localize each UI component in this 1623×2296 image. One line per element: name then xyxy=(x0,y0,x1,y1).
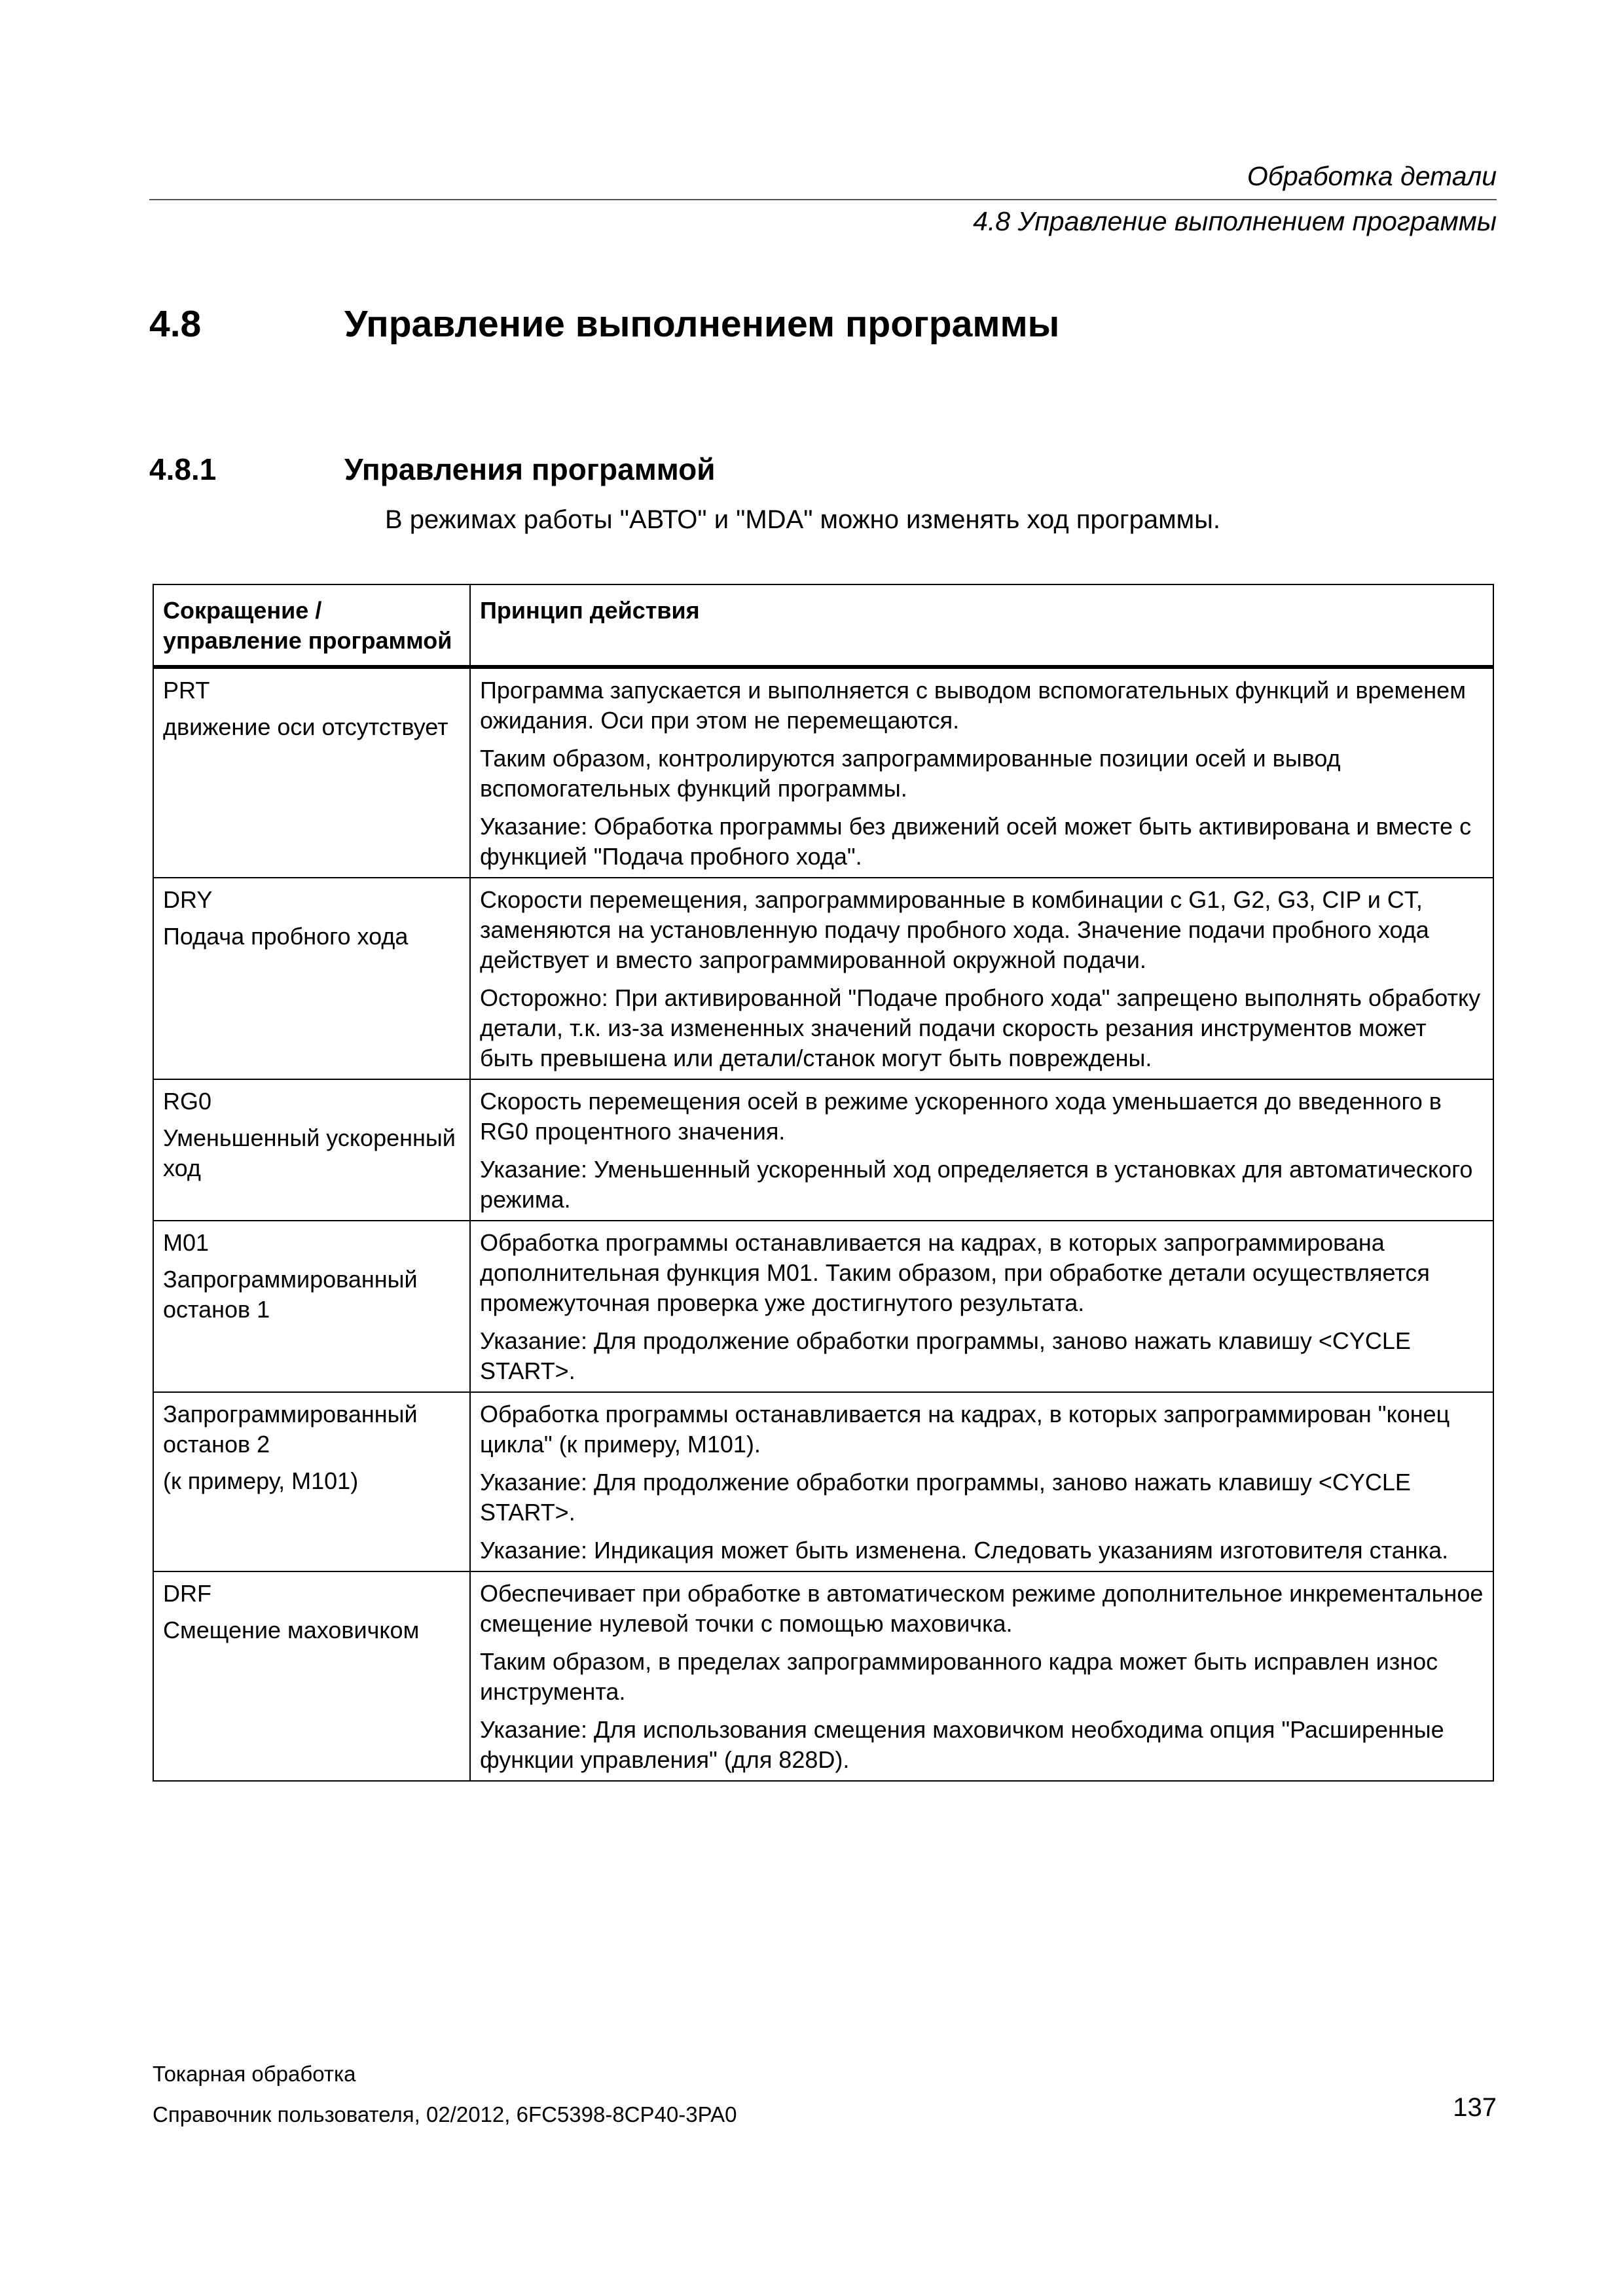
row-code: DRF xyxy=(163,1580,211,1607)
row-name: Запрограммированный останов 1 xyxy=(163,1266,418,1323)
description-cell xyxy=(470,1392,1493,1571)
row-code: PRT xyxy=(163,677,210,704)
abbreviation-cell xyxy=(153,667,470,878)
description-paragraph: Указание: Для использования смещения маховичком необходима опция "Расширенные функции управления" (для 828D). xyxy=(480,1716,1444,1773)
description-paragraph: Таким образом, в пределах запрограммированного кадра может быть исправлен износ инструмента. xyxy=(480,1648,1438,1705)
description-paragraph: Обеспечивает при обработке в автоматическом режиме дополнительное инкрементальное смещение нулевой точки с помощью маховичка. xyxy=(480,1580,1484,1637)
description-paragraph: Скорость перемещения осей в режиме ускоренного хода уменьшается до введенного в RG0 процентного значения. xyxy=(480,1088,1442,1145)
heading1-number: 4.8 xyxy=(149,303,202,345)
abbreviation-cell xyxy=(153,1571,470,1781)
row-name: движение оси отсутствует xyxy=(163,713,448,740)
page-number: 137 xyxy=(1453,2093,1497,2122)
row-code: Запрограммированный останов 2 xyxy=(163,1401,418,1458)
description-cell xyxy=(470,667,1493,878)
table-header-row xyxy=(153,584,1493,667)
abbreviation-cell xyxy=(153,1221,470,1392)
description-paragraph: Указание: Индикация может быть изменена. Следовать указаниям изготовителя станка. xyxy=(480,1537,1449,1564)
program-control-table xyxy=(153,584,1494,1782)
table-row xyxy=(153,1221,1493,1392)
row-name: Уменьшенный ускоренный ход xyxy=(163,1124,456,1181)
column-header-principle: Принцип действия xyxy=(470,584,1493,667)
row-name: (к примеру, M101) xyxy=(163,1467,359,1494)
footer-product: Токарная обработка xyxy=(153,2062,356,2086)
abbreviation-cell xyxy=(153,1392,470,1571)
footer-manual: Справочник пользователя, 02/2012, 6FC5398-8CP40-3PA0 xyxy=(153,2102,737,2126)
row-name: Смещение маховичком xyxy=(163,1617,420,1643)
row-name: Подача пробного хода xyxy=(163,923,409,950)
table-row xyxy=(153,1571,1493,1781)
table-row xyxy=(153,878,1493,1079)
row-code: M01 xyxy=(163,1229,210,1256)
description-paragraph: Обработка программы останавливается на кадрах, в которых запрограммирован "конец цикла" (к примеру, M101). xyxy=(480,1401,1450,1458)
description-paragraph: Указание: Для продолжение обработки программы, заново нажать клавишу <CYCLE START>. xyxy=(480,1327,1411,1384)
description-paragraph: Осторожно: При активированной "Подаче пробного хода" запрещено выполнять обработку детали, т.к. из-за измененных значений подачи скорость резания инструментов может быть превышена или детали/станок могут быть повреждены. xyxy=(480,984,1481,1071)
table-row xyxy=(153,667,1493,878)
column-header-abbreviation: Сокращение / управление программой xyxy=(153,584,470,667)
description-cell xyxy=(470,1079,1493,1221)
header-rule xyxy=(149,199,1497,200)
heading2-number: 4.8.1 xyxy=(149,452,217,486)
description-paragraph: Скорости перемещения, запрограммированные в комбинации с G1, G2, G3, CIP и CT, заменяются на установленную подачу пробного хода. Значение подачи пробного хода действует и вместо запрограммированной окружной подачи. xyxy=(480,886,1429,973)
row-code: RG0 xyxy=(163,1088,212,1115)
table-row xyxy=(153,1392,1493,1571)
heading1-title: Управление выполнением программы xyxy=(344,303,1060,345)
intro-paragraph: В режимах работы "АВТО" и "MDA" можно изменять ход программы. xyxy=(385,505,1220,534)
abbreviation-cell xyxy=(153,878,470,1079)
row-code: DRY xyxy=(163,886,213,913)
description-paragraph: Указание: Для продолжение обработки программы, заново нажать клавишу <CYCLE START>. xyxy=(480,1469,1411,1526)
heading2-title: Управления программой xyxy=(344,452,716,486)
description-cell xyxy=(470,878,1493,1079)
table-row xyxy=(153,1079,1493,1221)
description-cell xyxy=(470,1571,1493,1781)
description-paragraph: Обработка программы останавливается на кадрах, в которых запрограммирована дополнительная функция M01. Таким образом, при обработке детали осуществляется промежуточная проверка уже достигнутого результата. xyxy=(480,1229,1430,1316)
description-paragraph: Программа запускается и выполняется с выводом вспомогательных функций и временем ожидания. Оси при этом не перемещаются. xyxy=(480,677,1466,734)
description-paragraph: Указание: Обработка программы без движений осей может быть активирована и вместе с функцией "Подача пробного хода". xyxy=(480,813,1472,870)
description-paragraph: Таким образом, контролируются запрограммированные позиции осей и вывод вспомогательных функций программы. xyxy=(480,745,1341,802)
description-paragraph: Указание: Уменьшенный ускоренный ход определяется в установках для автоматического режима. xyxy=(480,1156,1473,1213)
description-cell xyxy=(470,1221,1493,1392)
running-header-chapter: Обработка детали xyxy=(1247,161,1497,191)
abbreviation-cell xyxy=(153,1079,470,1221)
table-body xyxy=(153,667,1493,1781)
running-header-section: 4.8 Управление выполнением программы xyxy=(973,206,1497,236)
